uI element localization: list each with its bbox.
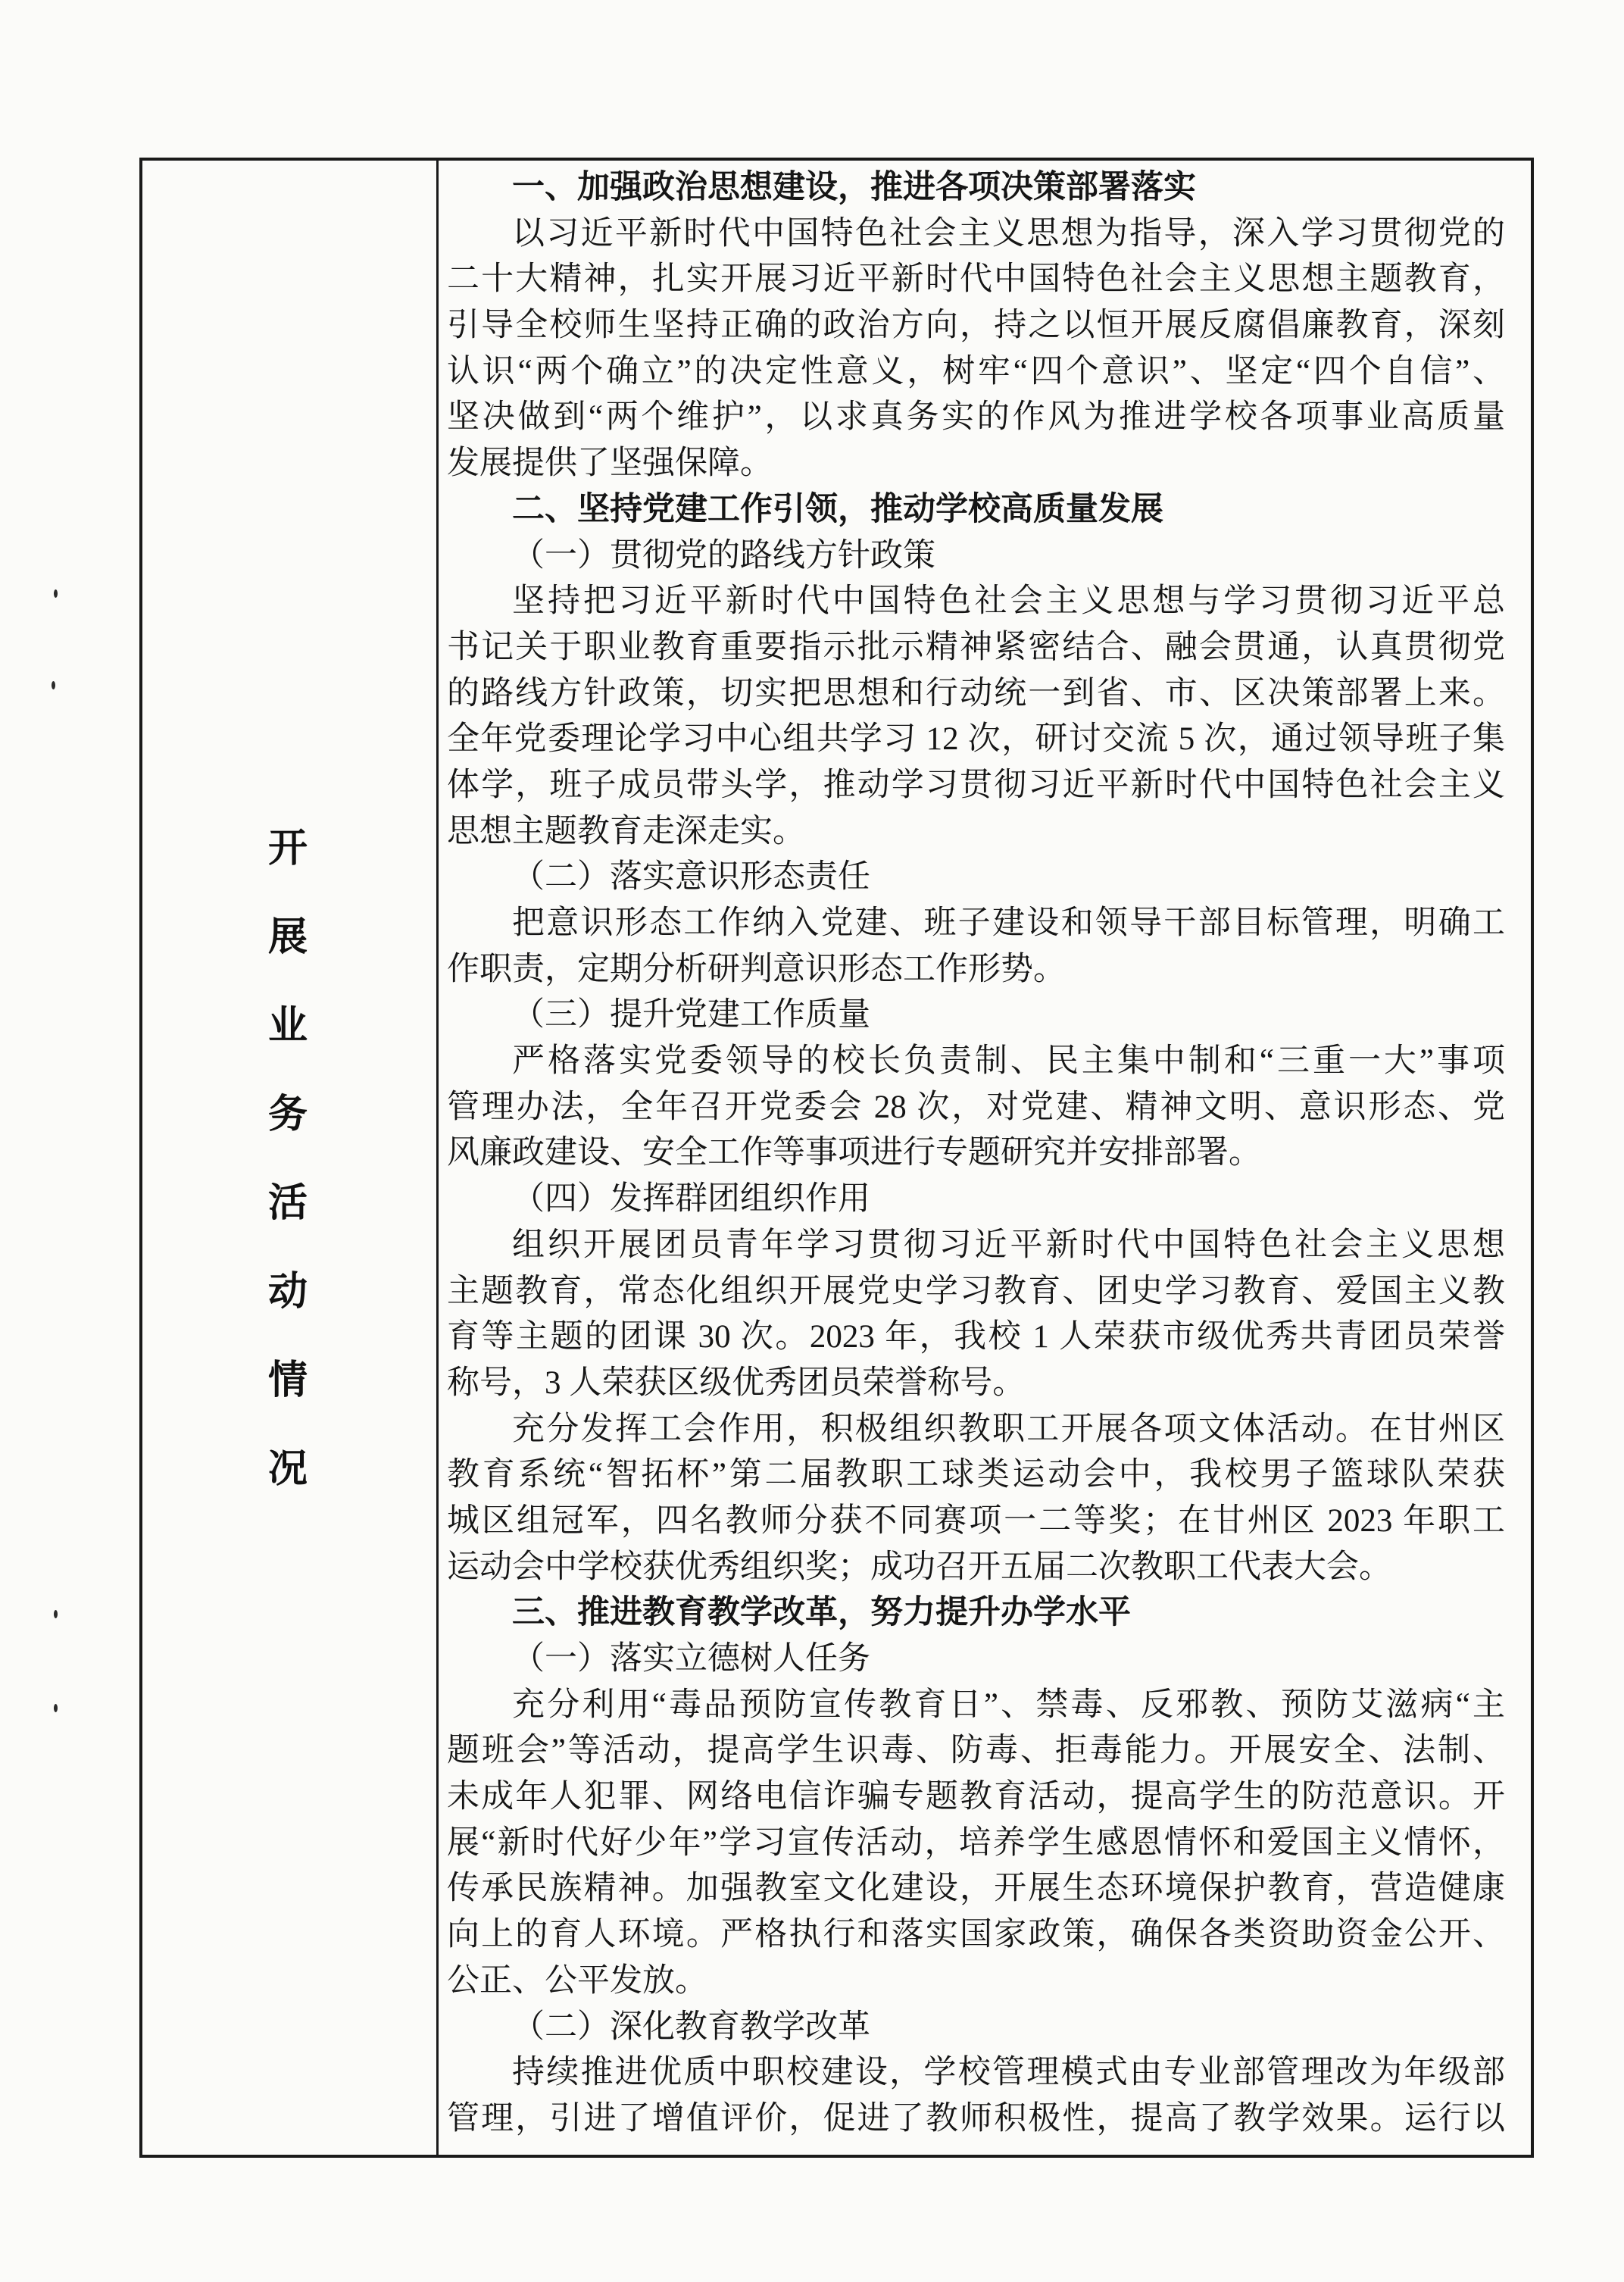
- text-line: 一、加强政治思想建设，推进各项决策部署落实: [512, 170, 1196, 205]
- text-line: 组织开展团员青年学习贯彻习近平新时代中国特色社会主义思想: [512, 1227, 1505, 1263]
- text-line: 传承民族精神。加强教室文化建设，开展生态环境保护教育，营造健康: [447, 1871, 1505, 1907]
- text-line: 坚决做到“两个维护”，以求真务实的作风为推进学校各项事业高质量: [447, 399, 1505, 436]
- text-line: 公正、公平发放。: [447, 1962, 707, 1999]
- text-line: （三）提升党建工作质量: [512, 997, 870, 1033]
- section-heading: [447, 165, 1505, 211]
- text-line: 引导全校师生坚持正确的政治方向，持之以恒开展反腐倡廉教育，深刻: [447, 308, 1505, 344]
- text-line: 风廉政建设、安全工作等事项进行专题研究并安排部署。: [447, 1135, 1261, 1171]
- text-line: 城区组冠军，四名教师分获不同赛项一二等奖；在甘州区 2023 年职工: [447, 1502, 1505, 1539]
- text-line: 运动会中学校获优秀组织奖；成功召开五届二次教职工代表大会。: [447, 1549, 1391, 1585]
- scan-mark: [54, 589, 58, 598]
- subsection-heading: [447, 2005, 1505, 2051]
- text-line: 认识“两个确立”的决定性意义，树牢“四个意识”、坚定“四个自信”、: [447, 353, 1505, 389]
- paragraph: [447, 1683, 1505, 2005]
- text-line: 全年党委理论学习中心组共学习 12 次，研讨交流 5 次，通过领导班子集: [447, 721, 1505, 758]
- text-line: 展“新时代好少年”学习宣传活动，培养学生感恩情怀和爱国主义情怀，: [447, 1824, 1505, 1861]
- activity-table: [139, 158, 1534, 2158]
- scan-mark: [54, 1704, 58, 1712]
- text-line: 二、坚持党建工作引领，推动学校高质量发展: [512, 491, 1163, 527]
- subsection-heading: [447, 1177, 1505, 1223]
- content-cell: [439, 161, 1531, 2155]
- paragraph: [447, 211, 1505, 487]
- scan-mark: [52, 681, 55, 689]
- text-line: （四）发挥群团组织作用: [512, 1181, 870, 1218]
- subsection-heading: [447, 1636, 1505, 1683]
- text-line: 充分发挥工会作用，积极组织教职工开展各项文体活动。在甘州区: [512, 1411, 1505, 1447]
- text-line: 管理，引进了增值评价，促进了教师积极性，提高了教学效果。运行以: [447, 2100, 1505, 2137]
- paragraph: [447, 1039, 1505, 1177]
- text-line: （二）深化教育教学改革: [512, 2008, 870, 2045]
- content-text: [447, 165, 1505, 2143]
- text-line: 称号，3 人荣获区级优秀团员荣誉称号。: [447, 1365, 1026, 1401]
- paragraph: [447, 579, 1505, 855]
- text-line: 把意识形态工作纳入党建、班子建设和领导干部目标管理，明确工: [512, 905, 1505, 941]
- paragraph: [447, 1407, 1505, 1591]
- subsection-heading: [447, 993, 1505, 1039]
- section-heading: [447, 1590, 1505, 1636]
- paragraph: [447, 2050, 1505, 2142]
- text-line: 发展提供了坚强保障。: [447, 445, 773, 482]
- text-line: 的路线方针政策，切实把思想和行动统一到省、市、区决策部署上来。: [447, 675, 1505, 711]
- text-line: （二）落实意识形态责任: [512, 859, 870, 896]
- text-line: 充分利用“毒品预防宣传教育日”、禁毒、反邪教、预防艾滋病“主: [512, 1686, 1505, 1723]
- text-line: （一）落实立德树人任务: [512, 1641, 870, 1677]
- text-line: 持续推进优质中职校建设，学校管理模式由专业部管理改为年级部: [512, 2055, 1505, 2091]
- text-line: 管理办法，全年召开党委会 28 次，对党建、精神文明、意识形态、党: [447, 1089, 1505, 1125]
- side-heading: 开展业务活动情况: [267, 827, 308, 1491]
- text-line: 书记关于职业教育重要指示批示精神紧密结合、融会贯通，认真贯彻党: [447, 629, 1505, 665]
- paragraph: [447, 1223, 1505, 1407]
- text-line: 未成年人犯罪、网络电信诈骗专题教育活动，提高学生的防范意识。开: [447, 1779, 1505, 1815]
- section-heading: [447, 487, 1505, 533]
- text-line: 二十大精神，扎实开展习近平新时代中国特色社会主义思想主题教育，: [447, 261, 1505, 298]
- text-line: 主题教育，常态化组织开展党史学习教育、团史学习教育、爱国主义教: [447, 1273, 1505, 1309]
- subsection-heading: [447, 855, 1505, 901]
- text-line: 作职责，定期分析研判意识形态工作形势。: [447, 951, 1066, 987]
- text-line: 题班会”等活动，提高学生识毒、防毒、拒毒能力。开展安全、法制、: [447, 1733, 1505, 1769]
- text-line: 育等主题的团课 30 次。2023 年，我校 1 人荣获市级优秀共青团员荣誉: [447, 1319, 1505, 1355]
- scan-mark: [54, 1610, 58, 1618]
- text-line: 以习近平新时代中国特色社会主义思想为指导，深入学习贯彻党的: [512, 215, 1505, 252]
- text-line: 向上的育人环境。严格执行和落实国家政策，确保各类资助资金公开、: [447, 1917, 1505, 1953]
- text-line: 教育系统“智拓杯”第二届教职工球类运动会中，我校男子篮球队荣获: [447, 1457, 1505, 1493]
- text-line: （一）贯彻党的路线方针政策: [512, 537, 935, 574]
- paragraph: [447, 901, 1505, 993]
- text-line: 体学，班子成员带头学，推动学习贯彻习近平新时代中国特色社会主义: [447, 767, 1505, 803]
- subsection-heading: [447, 533, 1505, 580]
- text-line: 坚持把习近平新时代中国特色社会主义思想与学习贯彻习近平总: [512, 583, 1505, 620]
- label-cell: [142, 161, 439, 2155]
- text-line: 三、推进教育教学改革，努力提升办学水平: [512, 1595, 1131, 1631]
- text-line: 思想主题教育走深走实。: [447, 813, 805, 849]
- text-line: 严格落实党委领导的校长负责制、民主集中制和“三重一大”事项: [512, 1043, 1505, 1080]
